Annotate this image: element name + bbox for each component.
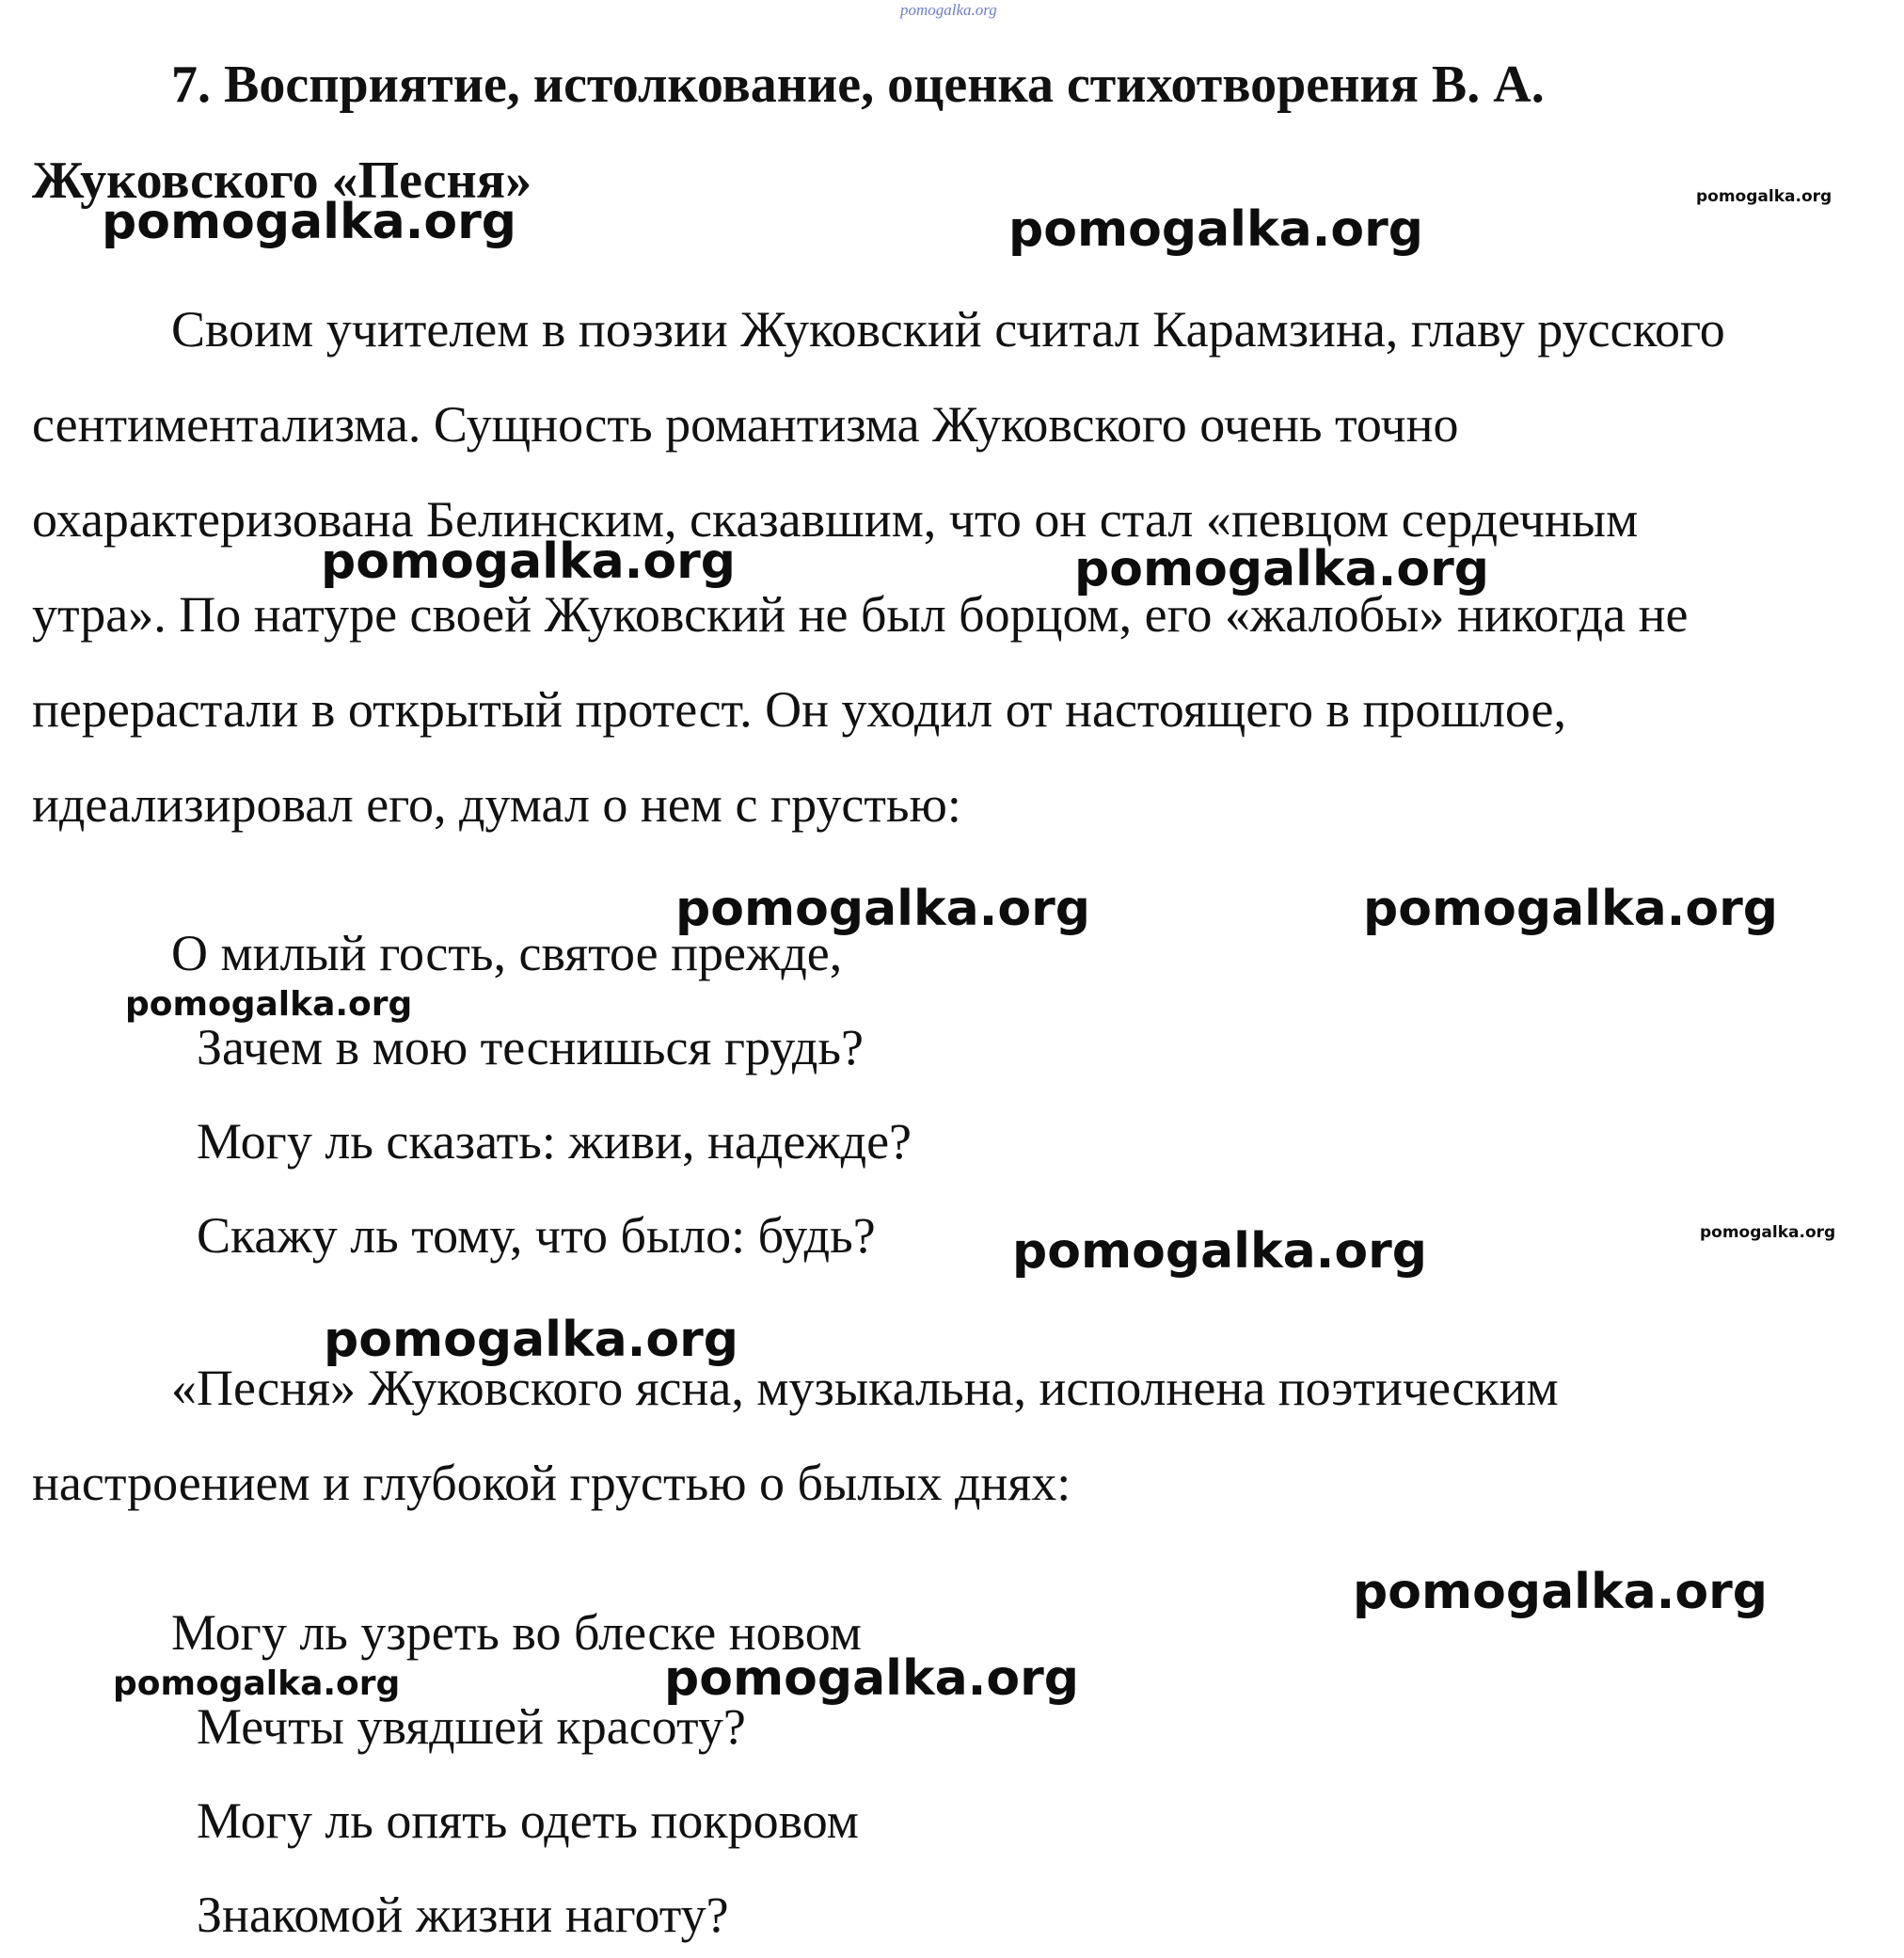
poem-2-line-2: Мечты увядшей красоту? bbox=[197, 1698, 746, 1755]
page-title-line-2: Жуковского «Песня» bbox=[32, 151, 532, 210]
poem-1-line-1: О милый гость, святое прежде, bbox=[171, 925, 843, 981]
watermark: pomogalka.org bbox=[102, 194, 517, 250]
paragraph-1-line-3: охарактеризована Белинским, сказавшим, что он стал «певцом сердечным bbox=[32, 491, 1639, 548]
watermark: pomogalka.org bbox=[1353, 1564, 1769, 1620]
watermark: pomogalka.org bbox=[664, 1650, 1080, 1707]
watermark: pomogalka.org bbox=[1012, 1223, 1428, 1280]
watermark: pomogalka.org bbox=[1696, 187, 1833, 206]
watermark: pomogalka.org bbox=[1363, 881, 1779, 937]
poem-2-line-4: Знакомой жизни наготу? bbox=[197, 1886, 729, 1943]
paragraph-1-line-4: утра». По натуре своей Жуковский не был борцом, его «жалобы» никогда не bbox=[32, 586, 1689, 643]
watermark: pomogalka.org bbox=[1008, 201, 1424, 258]
poem-1-line-3: Могу ль сказать: живи, надежде? bbox=[197, 1113, 912, 1170]
poem-2-line-3: Могу ль опять одеть покровом bbox=[197, 1792, 859, 1849]
poem-1-line-4: Скажу ль тому, что было: будь? bbox=[197, 1207, 876, 1264]
watermark: pomogalka.org bbox=[321, 533, 737, 590]
poem-1-line-2: Зачем в мою теснишься грудь? bbox=[197, 1019, 864, 1075]
paragraph-1-line-2: сентиментализма. Сущность романтизма Жуковского очень точно bbox=[32, 396, 1459, 453]
watermark: pomogalka.org bbox=[113, 1664, 401, 1703]
watermark: pomogalka.org bbox=[675, 881, 1091, 937]
paragraph-2-line-2: настроением и глубокой грустью о былых днях: bbox=[32, 1455, 1071, 1511]
header-watermark: pomogalka.org bbox=[900, 1, 997, 19]
paragraph-2-line-1: «Песня» Жуковского ясна, музыкальна, исполнена поэтическим bbox=[171, 1360, 1559, 1416]
paragraph-1-line-1: Своим учителем в поэзии Жуковский считал Карамзина, главу русского bbox=[171, 301, 1725, 358]
paragraph-1-line-6: идеализировал его, думал о нем с грустью: bbox=[32, 776, 961, 833]
watermark: pomogalka.org bbox=[125, 985, 413, 1024]
paragraph-1-line-5: перерастали в открытый протест. Он уходил от настоящего в прошлое, bbox=[32, 681, 1567, 738]
watermark: pomogalka.org bbox=[1074, 541, 1490, 597]
page-title-line-1: 7. Восприятие, истолкование, оценка стихотворения В. А. bbox=[171, 56, 1545, 114]
watermark: pomogalka.org bbox=[324, 1312, 739, 1368]
poem-2-line-1: Могу ль узреть во блеске новом bbox=[171, 1604, 862, 1661]
watermark: pomogalka.org bbox=[1700, 1223, 1836, 1242]
